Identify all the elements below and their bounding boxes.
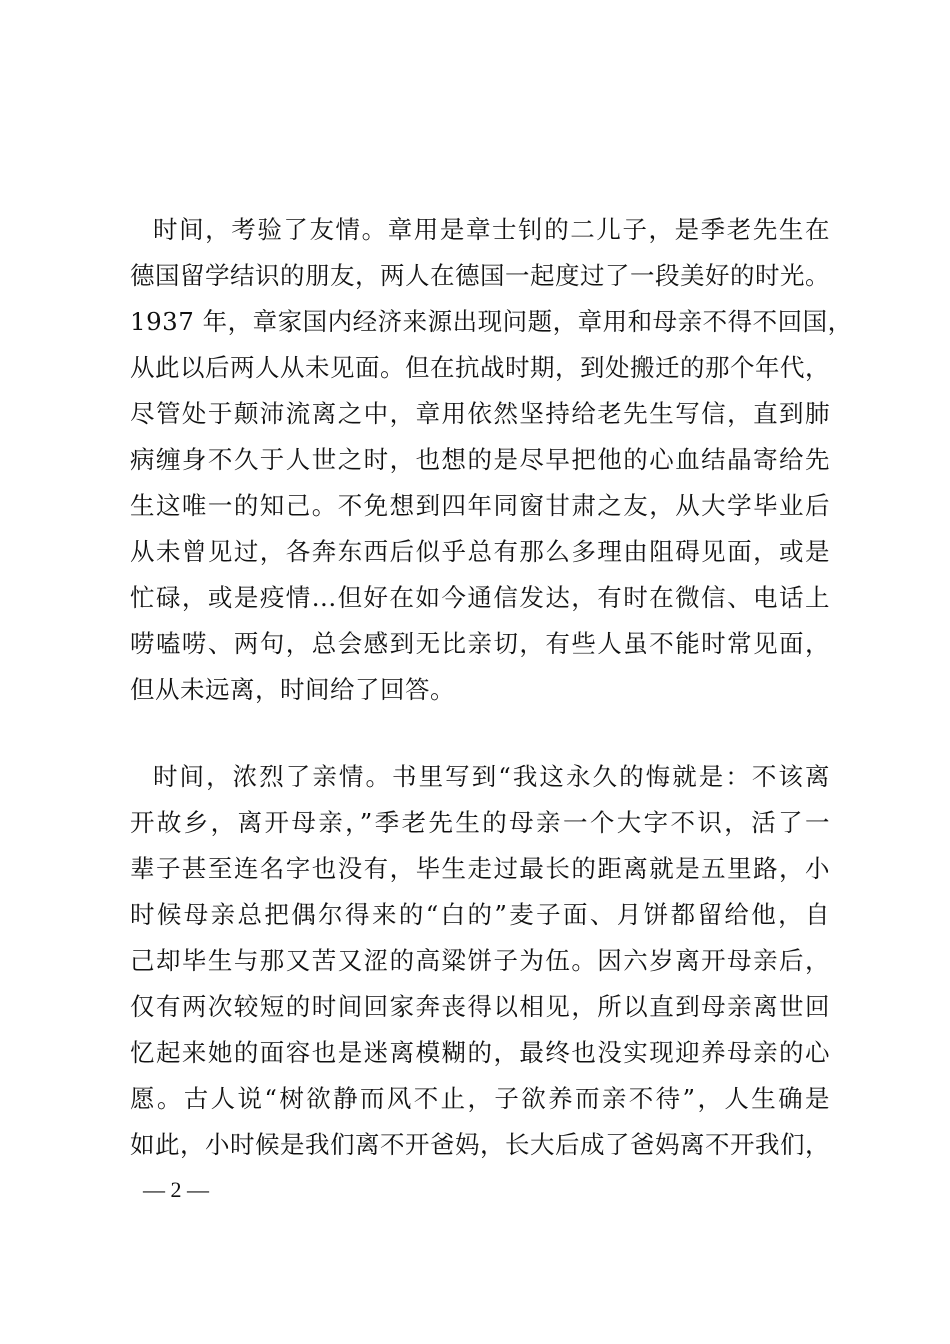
paragraph-line: 辈子甚至连名字也没有，毕生走过最长的距离就是五里路，小 (130, 854, 830, 883)
paragraph-line: 忙碌，或是疫情...但好在如今通信发达，有时在微信、电话上 (130, 583, 830, 612)
paragraph-line: 尽管处于颠沛流离之中，章用依然坚持给老先生写信，直到肺 (130, 399, 830, 428)
paragraph-line: 愿。古人说“树欲静而风不止，子欲养而亲不待”，人生确是 (130, 1084, 830, 1113)
paragraph-line: 仅有两次较短的时间回家奔丧得以相见，所以直到母亲离世回 (130, 992, 830, 1021)
paragraph-friendship (130, 207, 853, 713)
paragraph-line: 生这唯一的知己。不免想到四年同窗甘肃之友，从大学毕业后 (130, 491, 830, 520)
paragraph-line: 己却毕生与那又苦又涩的高粱饼子为伍。因六岁离开母亲后， (130, 946, 830, 975)
paragraph-family (130, 754, 830, 1168)
paragraph-line: 从此以后两人从未见面。但在抗战时期，到处搬迁的那个年代， (130, 353, 830, 382)
paragraph-line: 如此，小时候是我们离不开爸妈，长大后成了爸妈离不开我们， (130, 1130, 830, 1159)
paragraph-line: 开故乡，离开母亲，”季老先生的母亲一个大字不识，活了一 (130, 808, 830, 837)
paragraph-line: 时间，浓烈了亲情。书里写到“我这永久的悔就是：不该离 (153, 762, 830, 791)
page-number: — 2 — (143, 1177, 209, 1202)
paragraph-line: 但从未远离，时间给了回答。 (130, 675, 455, 704)
paragraph-line: 德国留学结识的朋友，两人在德国一起度过了一段美好的时光。 (130, 261, 830, 290)
paragraph-line: 1937 年，章家国内经济来源出现问题，章用和母亲不得不回国， (130, 307, 853, 336)
paragraph-line: 时间，考验了友情。章用是章士钊的二儿子，是季老先生在 (153, 215, 830, 244)
paragraph-line: 病缠身不久于人世之时，也想的是尽早把他的心血结晶寄给先 (130, 445, 830, 474)
paragraph-line: 时候母亲总把偶尔得来的“白的”麦子面、月饼都留给他，自 (130, 900, 830, 929)
paragraph-line: 唠嗑唠、两句，总会感到无比亲切，有些人虽不能时常见面， (130, 629, 830, 658)
paragraph-line: 从未曾见过，各奔东西后似乎总有那么多理由阻碍见面，或是 (130, 537, 830, 566)
paragraph-line: 忆起来她的面容也是迷离模糊的，最终也没实现迎养母亲的心 (130, 1038, 830, 1067)
